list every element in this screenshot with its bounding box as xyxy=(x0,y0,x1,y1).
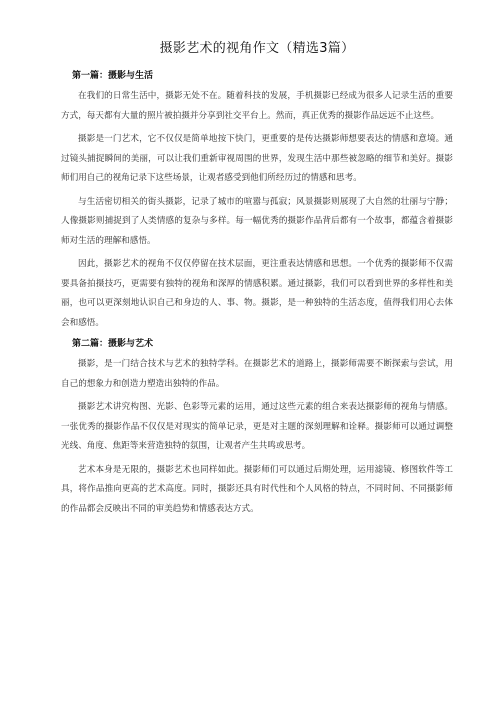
paragraph: 摄影，是一门结合技术与艺术的独特学科。在摄影艺术的道路上，摄影师需要不断探索与尝试，用自己的想象力和创造力塑造出独特的作品。 xyxy=(61,359,453,389)
paragraph: 与生活密切相关的街头摄影，记录了城市的喧嚣与孤寂；风景摄影则展现了大自然的壮丽与宁静；人像摄影则捕捉到了人类情感的复杂与多样。每一幅优秀的摄影作品背后都有一个故事，都蕴含着摄影师对生活的理解和感悟。 xyxy=(61,196,453,246)
paragraph: 艺术本身是无限的，摄影艺术也同样如此。摄影师们可以通过后期处理，运用滤镜、修图软件等工具，将作品推向更高的艺术高度。同时，摄影还具有时代性和个人风格的特点，不同时间、不同摄影师的作品都会反映出不同的审美趋势和情感表达方式。 xyxy=(61,464,453,514)
paragraph: 在我们的日常生活中，摄影无处不在。随着科技的发展，手机摄影已经成为很多人记录生活的重要方式，每天都有大量的照片被拍摄并分享到社交平台上。然而，真正优秀的摄影作品远远不止这些。 xyxy=(61,91,453,121)
document-page xyxy=(61,40,453,523)
document-title: 摄影艺术的视角作文（精选3篇） xyxy=(159,41,355,56)
section-1 xyxy=(61,69,453,333)
section-heading: 第一篇：摄影与生活 xyxy=(72,71,154,81)
paragraph: 摄影艺术讲究构图、光影、色彩等元素的运用，通过这些元素的组合来表达摄影师的视角与情感。一张优秀的摄影作品不仅仅是对现实的简单记录，更是对主题的深刻理解和诠释。摄影师可以通过调整光线、角度、焦距等来营造独特的氛围，让观者产生共鸣或思考。 xyxy=(61,402,453,451)
section-2 xyxy=(61,337,453,519)
paragraph: 摄影是一门艺术，它不仅仅是简单地按下快门，更重要的是传达摄影师想要表达的情感和意境。通过镜头捕捉瞬间的美丽，可以让我们重新审视周围的世界，发现生活中那些被忽略的细节和美好。摄影师们用自己的视角记录下这些场景，让观者感受到他们所经历过的情感和思考。 xyxy=(61,134,453,183)
paragraph: 因此，摄影艺术的视角不仅仅停留在技术层面，更注重表达情感和思想。一个优秀的摄影师不仅需要具备拍摄技巧，更需要有独特的视角和深厚的情感积累。通过摄影，我们可以看到世界的多样性和美丽，也可以更深刻地认识自己和身边的人、事、物。摄影，是一种独特的生活态度，值得我们用心去体会和感悟。 xyxy=(61,259,453,328)
section-heading: 第二篇：摄影与艺术 xyxy=(72,339,154,349)
